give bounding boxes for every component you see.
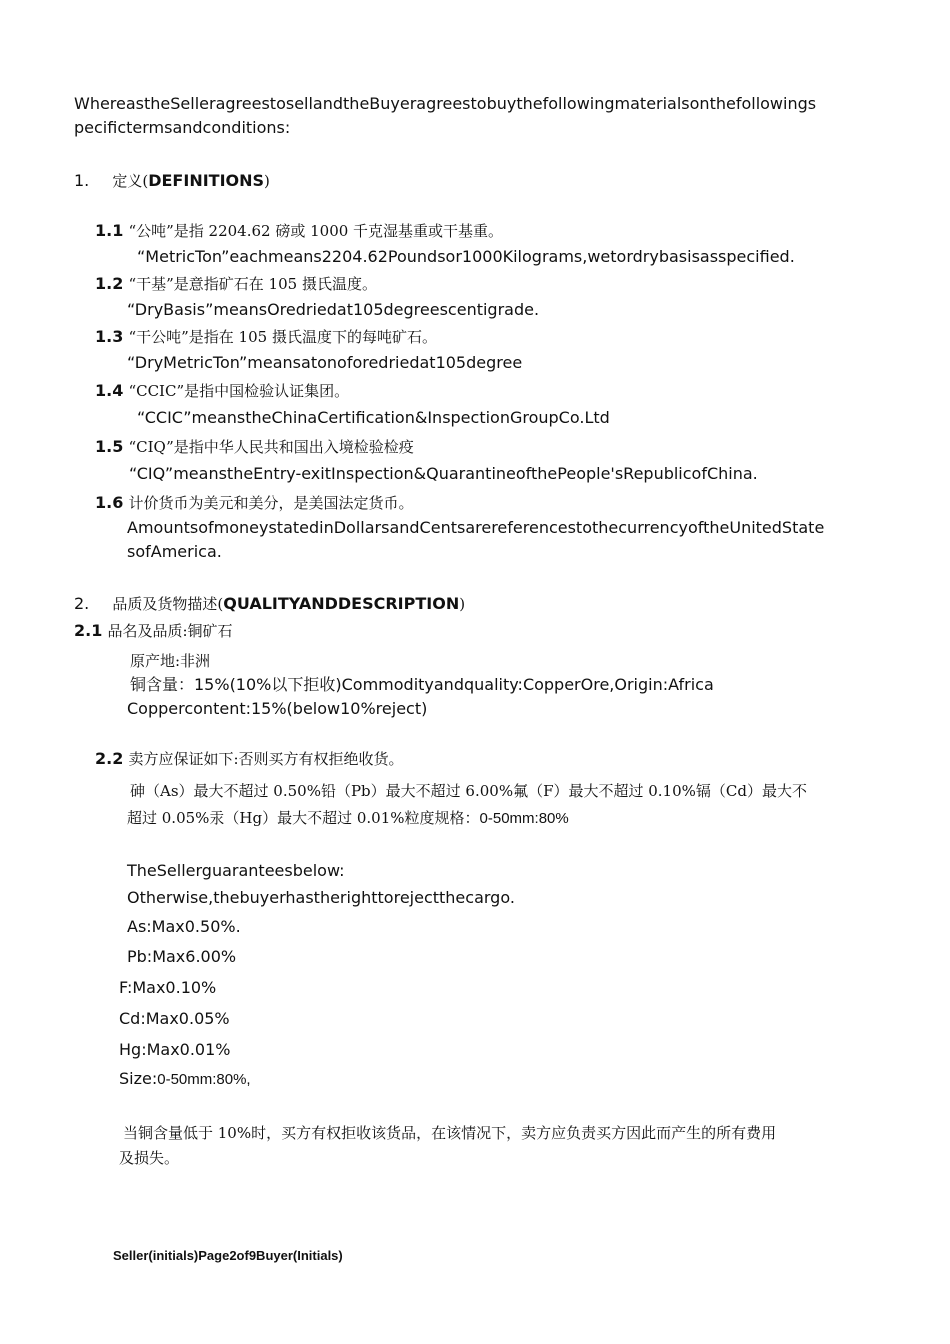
spec-as: As:Max0.50%. <box>127 917 241 936</box>
intro-line-2: pecifictermsandconditions: <box>74 118 291 137</box>
section-1-title-cn: 定义( <box>112 172 149 190</box>
item-1-5-en: “CIQ”meanstheEntry-exitInspection&QuarantineofthePeople'sRepublicofChina. <box>129 464 758 483</box>
item-2-1-heading <box>74 620 233 642</box>
page-footer: Seller(initials)Page2of9Buyer(Initials) <box>113 1248 343 1263</box>
item-1-6-en-cont: sofAmerica. <box>127 542 222 561</box>
item-2-2-heading <box>95 748 404 770</box>
item-1-6-number: 1.6 <box>95 493 124 512</box>
section-1-heading <box>74 170 270 192</box>
item-1-5-cn-text: “CIQ”是指中华人民共和国出入境检验检疫 <box>128 438 414 456</box>
spec-size-label: Size: <box>119 1069 158 1088</box>
guarantee-line: TheSellerguaranteesbelow: <box>127 861 345 880</box>
spec-size-value: 0-50mm:80%, <box>157 1071 251 1088</box>
item-1-4-cn <box>95 380 349 402</box>
section-2-title-close: ) <box>459 595 466 613</box>
spec-pb: Pb:Max6.00% <box>127 947 237 966</box>
item-1-3-en: “DryMetricTon”meansatonoforedriedat105degree <box>127 353 523 372</box>
spec-size <box>119 1068 251 1091</box>
item-1-6-en: AmountsofmoneystatedinDollarsandCentsarereferencestothecurrencyoftheUnitedState <box>127 518 825 537</box>
item-1-2-cn <box>95 273 377 295</box>
item-1-1-en: “MetricTon”eachmeans2204.62Poundsor1000Kilograms,wetordrybasisasspecified. <box>137 247 795 266</box>
spec-cd: Cd:Max0.05% <box>119 1009 230 1028</box>
item-2-2-limits-size: 0-50mm:80% <box>479 810 569 827</box>
item-1-5-number: 1.5 <box>95 437 124 456</box>
intro-line-1: WhereastheSelleragreestosellandtheBuyeragreestobuythefollowingmaterialsonthefollowings <box>74 94 817 113</box>
item-1-5-cn <box>95 436 414 458</box>
item-1-1-number: 1.1 <box>95 221 124 240</box>
section-1-title-close: ) <box>264 172 270 190</box>
item-2-1-copper-en: Coppercontent:15%(below10%reject) <box>127 699 428 718</box>
otherwise-line: Otherwise,thebuyerhastherighttorejectthecargo. <box>127 888 515 907</box>
item-1-4-cn-text: “CCIC”是指中国检验认证集团。 <box>128 382 350 400</box>
item-1-3-cn <box>95 326 437 348</box>
section-2-title-cn: 品质及货物描述( <box>112 595 224 613</box>
section-2-number: 2. <box>74 594 90 613</box>
item-2-1-number: 2.1 <box>74 621 103 640</box>
item-1-2-number: 1.2 <box>95 274 124 293</box>
item-2-1-head: 品名及品质:铜矿石 <box>107 622 233 640</box>
item-1-2-en: “DryBasis”meansOredriedat105degreescentigrade. <box>127 300 540 319</box>
spec-hg: Hg:Max0.01% <box>119 1040 231 1059</box>
item-1-4-number: 1.4 <box>95 381 124 400</box>
reject-line-2: 及损失。 <box>119 1149 180 1167</box>
item-1-4-en: “CCIC”meanstheChinaCertification&InspectionGroupCo.Ltd <box>137 408 610 427</box>
item-1-1-cn <box>95 220 503 242</box>
section-1-title-en: DEFINITIONS <box>148 171 265 190</box>
section-2-title-en: QUALITYANDDESCRIPTION <box>223 594 460 613</box>
item-2-1-origin: 原产地:非洲 <box>130 652 211 670</box>
item-2-2-limits-text: 超过 0.05%汞（Hg）最大不超过 0.01%粒度规格： <box>127 809 480 827</box>
item-2-2-number: 2.2 <box>95 749 124 768</box>
spec-f: F:Max0.10% <box>119 978 217 997</box>
item-2-2-limits-line-1: 砷（As）最大不超过 0.50%铅（Pb）最大不超过 6.00%氟（F）最大不超过 0.10%镉（Cd）最大不 <box>130 782 807 800</box>
item-2-2-limits-line-2 <box>127 807 569 830</box>
item-1-1-cn-text: “公吨”是指 2204.62 磅或 1000 千克湿基重或干基重。 <box>128 222 504 240</box>
item-1-3-number: 1.3 <box>95 327 124 346</box>
item-2-2-head: 卖方应保证如下:否则买方有权拒绝收货。 <box>128 750 404 768</box>
item-1-3-cn-text: “干公吨”是指在 105 摄氏温度下的每吨矿石。 <box>128 328 437 346</box>
item-1-2-cn-text: “干基”是意指矿石在 105 摄氏温度。 <box>128 275 377 293</box>
section-1-number: 1. <box>74 171 90 190</box>
item-1-6-cn <box>95 492 413 514</box>
section-2-heading <box>74 593 465 615</box>
reject-line-1: 当铜含量低于 10%时，买方有权拒收该货品，在该情况下，卖方应负责买方因此而产生的所有费用 <box>123 1124 777 1142</box>
item-1-6-cn-text: 计价货币为美元和美分，是美国法定货币。 <box>128 494 414 512</box>
item-2-1-copper: 铜含量：15%(10%以下拒收)Commodityandquality:CopperOre,Origin:Africa <box>130 675 714 694</box>
